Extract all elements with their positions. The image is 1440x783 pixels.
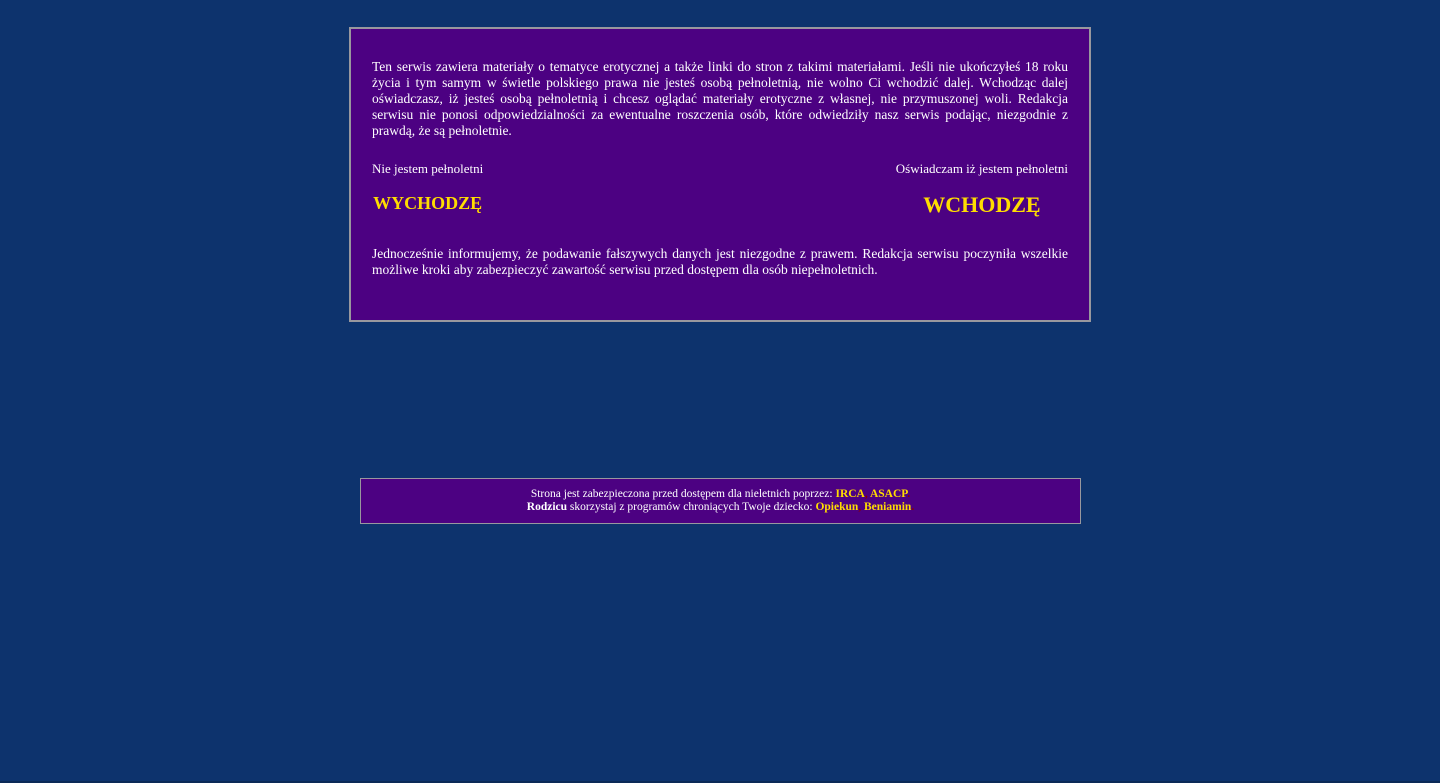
beniamin-link[interactable]: Beniamin (864, 501, 912, 513)
enter-choice-label: Oświadczam iż jestem pełnoletni (895, 161, 1068, 176)
age-gate-panel (349, 27, 1091, 322)
enter-choice-column (896, 161, 1068, 218)
protection-info-panel (360, 478, 1081, 524)
legal-disclaimer-text: Jednocześnie informujemy, że podawanie fałszywych danych jest niezgodne z prawem. Redakcja serwisu poczyniła wszelkie możliwe kroki aby zabezpieczyć zawartość serwisu przed dostępem dla osób niepełnoletnich. (372, 246, 1068, 277)
gate-choices-row (372, 161, 1068, 218)
opiekun-link[interactable]: Opiekun (815, 501, 859, 513)
protection-line-1-text: Strona jest zabezpieczona przed dostępem dla nieletnich poprzez: (530, 488, 836, 500)
enter-link[interactable]: WCHODZĘ (923, 192, 1041, 217)
exit-link[interactable]: WYCHODZĘ (373, 193, 483, 213)
footer-comma-2: , (858, 501, 865, 513)
protection-line-1 (531, 488, 910, 501)
protection-line-2 (527, 501, 914, 514)
irca-link[interactable]: IRCA (835, 488, 865, 500)
exit-choice-label: Nie jestem pełnoletni (372, 161, 484, 176)
footer-period-2: . (911, 501, 915, 513)
age-gate-intro-text: Ten serwis zawiera materiały o tematyce erotycznej a także linki do stron z takimi materiałami. Jeśli nie ukończyłeś 18 roku życia i tym samym w świetle polskiego prawa nie jesteś osobą pełnoletnią, nie wolno Ci wchodzić dalej. Wchodząc dalej oświadczasz, iż jesteś osobą pełnoletnią i chcesz oglądać materiały erotyczne z własnej, nie przymuszonej woli. Redakcja serwisu nie ponosi odpowiedzialności za ewentualne roszczenia osób, które odwiedziły nasz serwis podając, niezgodnie z prawdą, że są pełnoletnie. (372, 59, 1068, 138)
exit-choice-column (372, 161, 483, 214)
asacp-link[interactable]: ASACP (869, 488, 908, 500)
footer-comma-1: , (864, 488, 870, 500)
protection-line-2-text: skorzystaj z programów chroniących Twoje dziecko: (567, 501, 816, 513)
parents-bold-text: Rodzicu (526, 501, 568, 513)
footer-period-1: . (907, 488, 911, 500)
